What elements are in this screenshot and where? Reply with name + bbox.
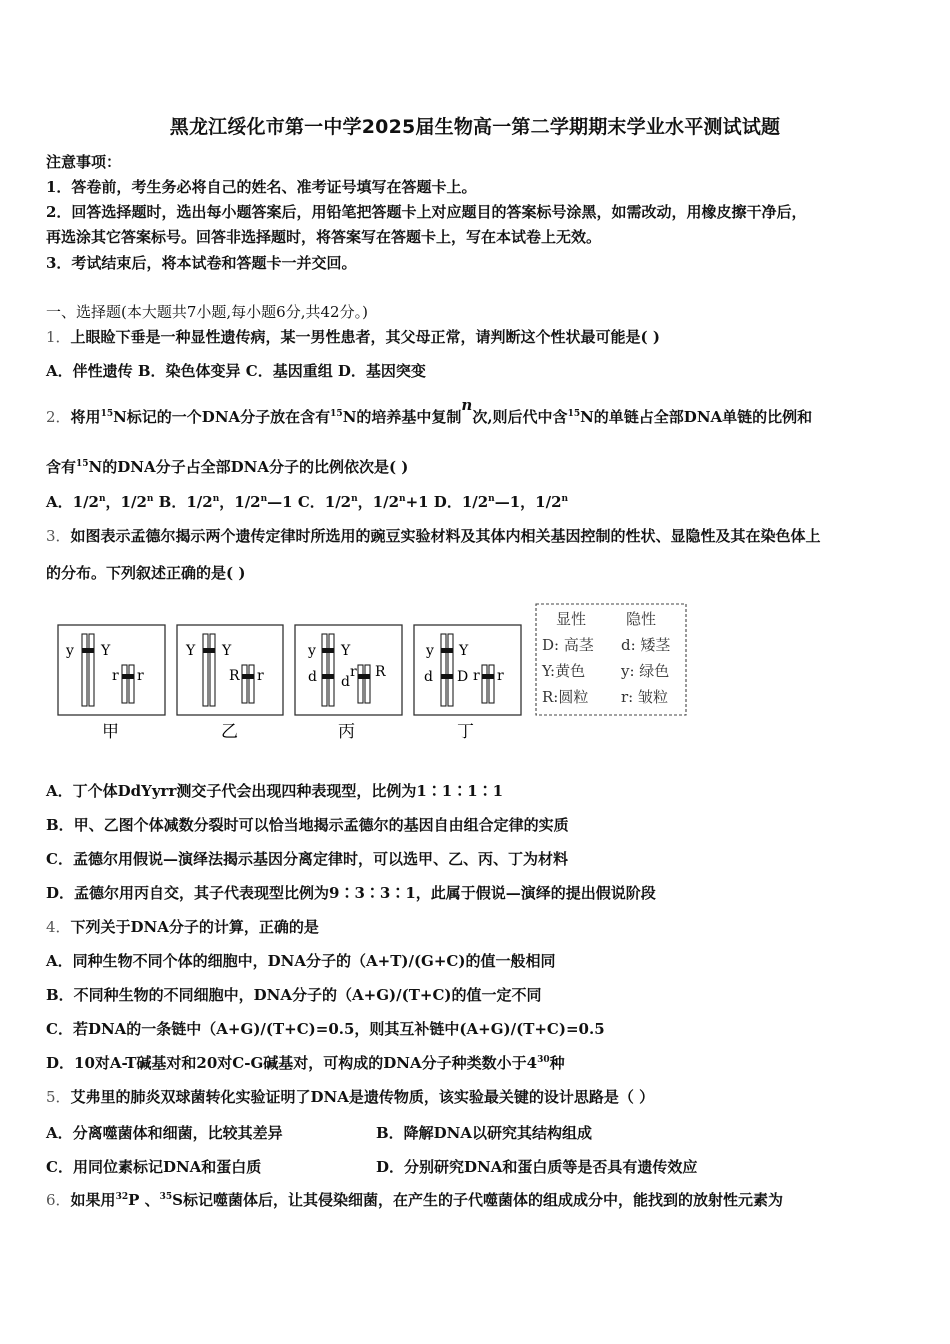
opt-text: B．1/2 xyxy=(153,493,213,511)
legend-dom-2: Y:黄色 xyxy=(542,662,586,680)
question-number: 3． xyxy=(46,527,71,545)
question-5-option-b: B．降解DNA以研究其结构组成 xyxy=(376,1124,593,1142)
notice-item-2: 2．回答选择题时，选出每小题答案后，用铅笔把答题卡上对应题目的答案标号涂黑，如需改动，用橡皮擦干净后， xyxy=(46,203,807,221)
gene-label: Y xyxy=(222,643,232,659)
opt-text: D．10对A-T碱基对和20对C-G碱基对，可构成的DNA分子种类数小于4 xyxy=(46,1054,538,1072)
question-4 xyxy=(46,917,916,937)
notice-item-3: 3．考试结束后，将本试卷和答题卡一并交回。 xyxy=(46,254,357,272)
legend-rec-3: r: 皱粒 xyxy=(621,688,668,706)
question-5-option-c: C．用同位素标记DNA和蛋白质 xyxy=(46,1158,262,1176)
question-number: 5． xyxy=(46,1088,71,1106)
question-1 xyxy=(46,327,916,347)
question-4-option-a: A．同种生物不同个体的细胞中，DNA分子的（A+T)/(G+C)的值一般相同 xyxy=(46,952,556,970)
section-heading: 一、选择题(本大题共7小题,每小题6分,共42分。) xyxy=(46,303,368,321)
legend-rec-2: y: 绿色 xyxy=(621,662,670,680)
question-number: 4． xyxy=(46,918,71,936)
gene-label: R xyxy=(229,668,240,684)
question-5 xyxy=(46,1087,916,1107)
stem-part: N的培养基中复制 xyxy=(342,408,462,426)
question-number: 6． xyxy=(46,1191,71,1209)
question-4-option-d xyxy=(46,1053,916,1073)
question-stem: 如图表示孟德尔揭示两个遗传定律时所选用的豌豆实验材料及其体内相关基因控制的性状、显隐性及其在染色体上 xyxy=(70,527,821,545)
isotope-sup: 35 xyxy=(159,1192,173,1202)
gene-label: Y xyxy=(341,643,351,659)
gene-label: D xyxy=(457,669,469,685)
isotope-sup: 15 xyxy=(76,459,89,469)
gene-label: r xyxy=(112,668,119,684)
gene-label: Y xyxy=(186,643,196,659)
gene-label: r xyxy=(350,664,357,680)
question-3-option-c: C．孟德尔用假说—演绎法揭示基因分离定律时，可以选甲、乙、丙、丁为材料 xyxy=(46,850,568,868)
question-5-option-d: D．分别研究DNA和蛋白质等是否具有遗传效应 xyxy=(376,1158,698,1176)
exp: n xyxy=(99,494,106,504)
stem-part: 将用 xyxy=(70,408,101,426)
question-3-cont: 的分布。下列叙述正确的是( ) xyxy=(46,564,246,582)
panel-label-bing: 丙 xyxy=(338,722,355,742)
stem-part: 含有 xyxy=(46,458,77,476)
question-2 xyxy=(46,396,916,427)
question-3-option-b: B．甲、乙图个体减数分裂时可以恰当地揭示孟德尔的基因自由组合定律的实质 xyxy=(46,816,569,834)
question-6 xyxy=(46,1190,916,1210)
exp: n xyxy=(561,494,569,504)
stem-part: N的单链占全部DNA单链的比例和 xyxy=(580,408,813,426)
page-title: 黑龙江绥化市第一中学2025届生物高一第二学期期末学业水平测试试题 xyxy=(169,116,781,138)
question-2-options xyxy=(46,492,916,512)
gene-label: r xyxy=(257,668,264,684)
opt-text: ，1/2 xyxy=(219,493,261,511)
gene-label: R xyxy=(375,664,386,680)
gene-label: y xyxy=(426,643,434,659)
panel-label-jia: 甲 xyxy=(102,722,119,742)
gene-label: d xyxy=(308,669,317,685)
gene-label: r xyxy=(137,668,144,684)
exp: n xyxy=(351,494,358,504)
legend-rec-1: d: 矮茎 xyxy=(621,636,671,654)
question-4-option-b: B．不同种生物的不同细胞中，DNA分子的（A+G)/(T+C)的值一定不同 xyxy=(46,986,542,1004)
question-3-option-a: A．丁个体DdYyrr测交子代会出现四种表现型，比例为1∶1∶1∶1 xyxy=(46,782,504,800)
isotope-sup: 15 xyxy=(100,409,114,419)
exp: n xyxy=(260,494,268,504)
opt-text: 种 xyxy=(549,1054,565,1072)
legend-dom-3: R:圆粒 xyxy=(542,688,589,706)
opt-text: —1，1/2 xyxy=(494,493,562,511)
exp: n xyxy=(146,494,154,504)
question-1-options: A．伴性遗传 B．染色体变异 C．基因重组 D．基因突变 xyxy=(46,362,426,380)
notice-item-2-cont: 再选涂其它答案标号。回答非选择题时，将答案写在答题卡上，写在本试卷上无效。 xyxy=(46,228,602,246)
opt-text: +1 D．1/2 xyxy=(405,493,489,511)
legend-head-recessive: 隐性 xyxy=(626,610,657,628)
question-stem: 下列关于DNA分子的计算，正确的是 xyxy=(70,918,319,936)
exp: n xyxy=(488,494,495,504)
question-3 xyxy=(46,526,916,546)
question-4-option-c: C．若DNA的一条链中（A+G)/(T+C)=0.5，则其互补链中(A+G)/(T+C)=0.5 xyxy=(46,1020,605,1038)
gene-label: y xyxy=(308,643,316,659)
stem-part: P 、 xyxy=(128,1191,160,1209)
genetics-figure xyxy=(46,600,696,750)
question-number: 2． xyxy=(46,408,71,426)
exp: n xyxy=(212,494,220,504)
legend-head-dominant: 显性 xyxy=(556,610,587,628)
question-number: 1． xyxy=(46,328,71,346)
gene-label: y xyxy=(66,643,74,659)
gene-label: Y xyxy=(101,643,111,659)
stem-part: 次,则后代中含 xyxy=(472,408,568,426)
legend-dom-1: D: 高茎 xyxy=(542,636,594,654)
opt-text: —1 C．1/2 xyxy=(267,493,352,511)
question-3-option-d: D．孟德尔用丙自交，其子代表现型比例为9∶3∶3∶1，此属于假说—演绎的提出假说阶段 xyxy=(46,884,656,902)
notice-item-1: 1．答卷前，考生务必将自己的姓名、准考证号填写在答题卡上。 xyxy=(46,178,477,196)
isotope-sup: 15 xyxy=(330,409,343,419)
gene-label: Y xyxy=(459,643,469,659)
exp: 30 xyxy=(537,1055,550,1065)
question-stem: 艾弗里的肺炎双球菌转化实验证明了DNA是遗传物质，该实验最关键的设计思路是（ ） xyxy=(70,1088,655,1106)
gene-label: r xyxy=(497,668,504,684)
stem-part: S标记噬菌体后，让其侵染细菌，在产生的子代噬菌体的组成成分中，能找到的放射性元素为 xyxy=(172,1191,783,1209)
exp: n xyxy=(399,494,406,504)
gene-label: r xyxy=(473,668,480,684)
opt-text: A．1/2 xyxy=(46,493,99,511)
stem-part: N的DNA分子占全部DNA分子的比例依次是( ) xyxy=(88,458,409,476)
panel-label-ding: 丁 xyxy=(457,722,474,742)
notice-heading: 注意事项： xyxy=(46,153,122,171)
isotope-sup: 15 xyxy=(567,409,581,419)
stem-part: 如果用 xyxy=(70,1191,116,1209)
question-stem: 上眼睑下垂是一种显性遗传病，某一男性患者，其父母正常，请判断这个性状最可能是( ) xyxy=(70,328,660,346)
question-2-cont xyxy=(46,457,916,477)
stem-part: N标记的一个DNA分子放在含有 xyxy=(113,408,331,426)
panel-label-yi: 乙 xyxy=(221,722,238,742)
opt-text: ，1/2 xyxy=(105,493,147,511)
gene-label: d xyxy=(424,669,433,685)
question-5-option-a: A．分离噬菌体和细菌，比较其差异 xyxy=(46,1124,283,1142)
gene-label: d xyxy=(341,674,350,690)
opt-text: ，1/2 xyxy=(357,493,400,511)
exponent-n: n xyxy=(461,396,473,414)
isotope-sup: 32 xyxy=(115,1192,129,1202)
